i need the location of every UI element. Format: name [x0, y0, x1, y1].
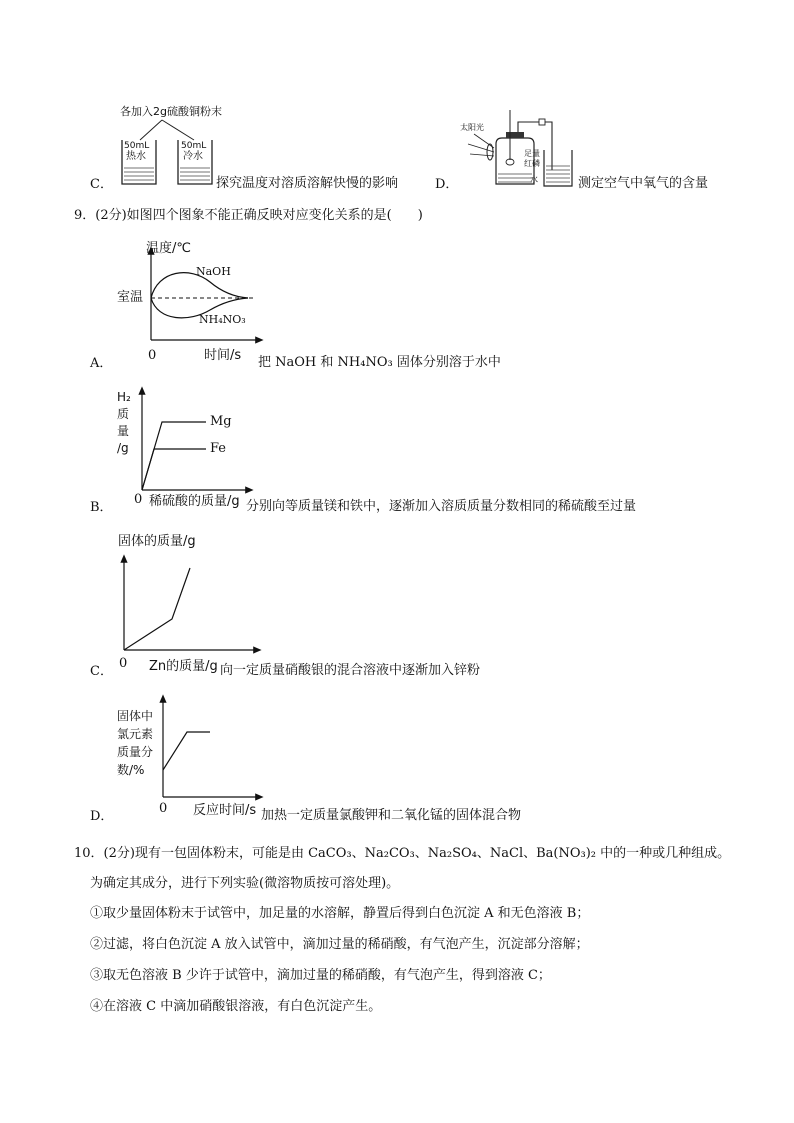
- q8-option-d-letter: D．: [435, 177, 459, 192]
- q8-option-c-letter: C．: [90, 177, 113, 192]
- water-label: 水: [530, 175, 538, 184]
- q9a-nh4no3-label: NH₄NO₃: [199, 313, 246, 326]
- q10-step-3: ③取无色溶液 B 少许于试管中，滴加过量的稀硝酸，有气泡产生，得到溶液 C；: [90, 968, 551, 983]
- q9a-room-temp-label: 室温: [117, 290, 144, 305]
- q9c-solid-mass-line: [124, 568, 190, 650]
- q9-option-a-desc: 把 NaOH 和 NH₄NO₃ 固体分别溶于水中: [258, 355, 501, 370]
- q9b-y-axis-line-4: /g: [117, 441, 129, 455]
- q9c-x-axis-label: Zn的质量/g: [149, 659, 218, 674]
- q10-stem-cont: 为确定其成分，进行下列实验(微溶物质按可溶处理)。: [90, 876, 400, 891]
- q9d-x-axis-label: 反应时间/s: [193, 803, 257, 818]
- lens-icon: [487, 144, 493, 160]
- beaker2-volume: 50mL: [181, 141, 207, 151]
- q9c-graph: [110, 548, 270, 660]
- q9d-y-axis-line-2: 氯元素: [117, 727, 154, 741]
- q9-option-c-letter: C．: [90, 664, 113, 679]
- clamp-icon: [539, 119, 545, 125]
- q9-option-a-letter: A．: [90, 356, 113, 371]
- q8-option-d-caption: 测定空气中氧气的含量: [578, 176, 709, 191]
- q9a-naoh-label: NaOH: [196, 265, 231, 278]
- q9d-y-axis-line-4: 数/%: [117, 763, 145, 777]
- q9b-y-axis-line-2: 质: [117, 407, 130, 421]
- beaker1-label: 热水: [126, 151, 146, 162]
- beaker1-volume: 50mL: [124, 141, 150, 151]
- q9d-y-axis-line-3: 质量分: [117, 745, 154, 759]
- q9b-y-axis-label: [117, 389, 131, 457]
- q9b-fe-line: [142, 449, 206, 490]
- q9a-y-axis-label: 温度/℃: [146, 241, 191, 256]
- q10-stem: 10．(2分)现有一包固体粉末，可能是由 CaCO₃、Na₂CO₃、Na₂SO₄、NaCl、Ba(NO₃)₂ 中的一种或几种组成。: [74, 846, 731, 861]
- q9c-origin: 0: [119, 656, 128, 671]
- q9a-x-axis-label: 时间/s: [204, 348, 242, 363]
- q9b-y-axis-line-3: 量: [117, 424, 130, 438]
- q9b-fe-label: Fe: [210, 441, 227, 456]
- q10-step-4: ④在溶液 C 中滴加硝酸银溶液，有白色沉淀产生。: [90, 999, 382, 1014]
- phosphorus-label-2: 红磷: [524, 159, 540, 168]
- q10-step-2: ②过滤，将白色沉淀 A 放入试管中，滴加过量的稀硝酸，有气泡产生，沉淀部分溶解；: [90, 937, 589, 952]
- q9b-mg-label: Mg: [210, 414, 232, 429]
- q9d-y-axis-line-1: 固体中: [117, 709, 154, 723]
- q9b-graph: [110, 380, 270, 500]
- q9-option-d-desc: 加热一定质量氯酸钾和二氧化锰的固体混合物: [261, 808, 522, 823]
- bottle-stopper: [506, 132, 524, 138]
- q8-option-c-caption: 探究温度对溶质溶解快慢的影响: [216, 176, 399, 191]
- q9c-y-axis-label: 固体的质量/g: [118, 534, 196, 549]
- q10-step-1: ①取少量固体粉末于试管中，加足量的水溶解，静置后得到白色沉淀 A 和无色溶液 B；: [90, 906, 590, 921]
- q8c-top-label: 各加入2g硫酸铜粉末: [120, 105, 222, 118]
- q9d-y-axis-label: [117, 707, 153, 779]
- q9-stem: 9．(2分)如图四个图象不能正确反映对应变化关系的是( ): [74, 208, 423, 223]
- q9-option-b-desc: 分别向等质量镁和铁中，逐渐加入溶质质量分数相同的稀硫酸至过量: [246, 499, 637, 514]
- q9b-x-axis-label: 稀硫酸的质量/g: [149, 494, 240, 509]
- q9-option-d-letter: D．: [90, 809, 114, 824]
- phosphorus-label-1: 足量: [524, 149, 540, 158]
- q9-option-b-letter: B．: [90, 500, 113, 515]
- water-beaker: [544, 150, 572, 186]
- q9d-chlorine-fraction-line: [163, 732, 210, 770]
- q9b-y-axis-line-1: H₂: [117, 390, 131, 404]
- q9b-origin: 0: [134, 492, 143, 507]
- beaker2-label: 冷水: [183, 151, 203, 162]
- q9d-origin: 0: [159, 801, 168, 816]
- sun-label: 太阳光: [460, 123, 484, 132]
- q9a-origin: 0: [148, 348, 157, 363]
- q9-option-c-desc: 向一定质量硝酸银的混合溶液中逐渐加入锌粉: [220, 663, 481, 678]
